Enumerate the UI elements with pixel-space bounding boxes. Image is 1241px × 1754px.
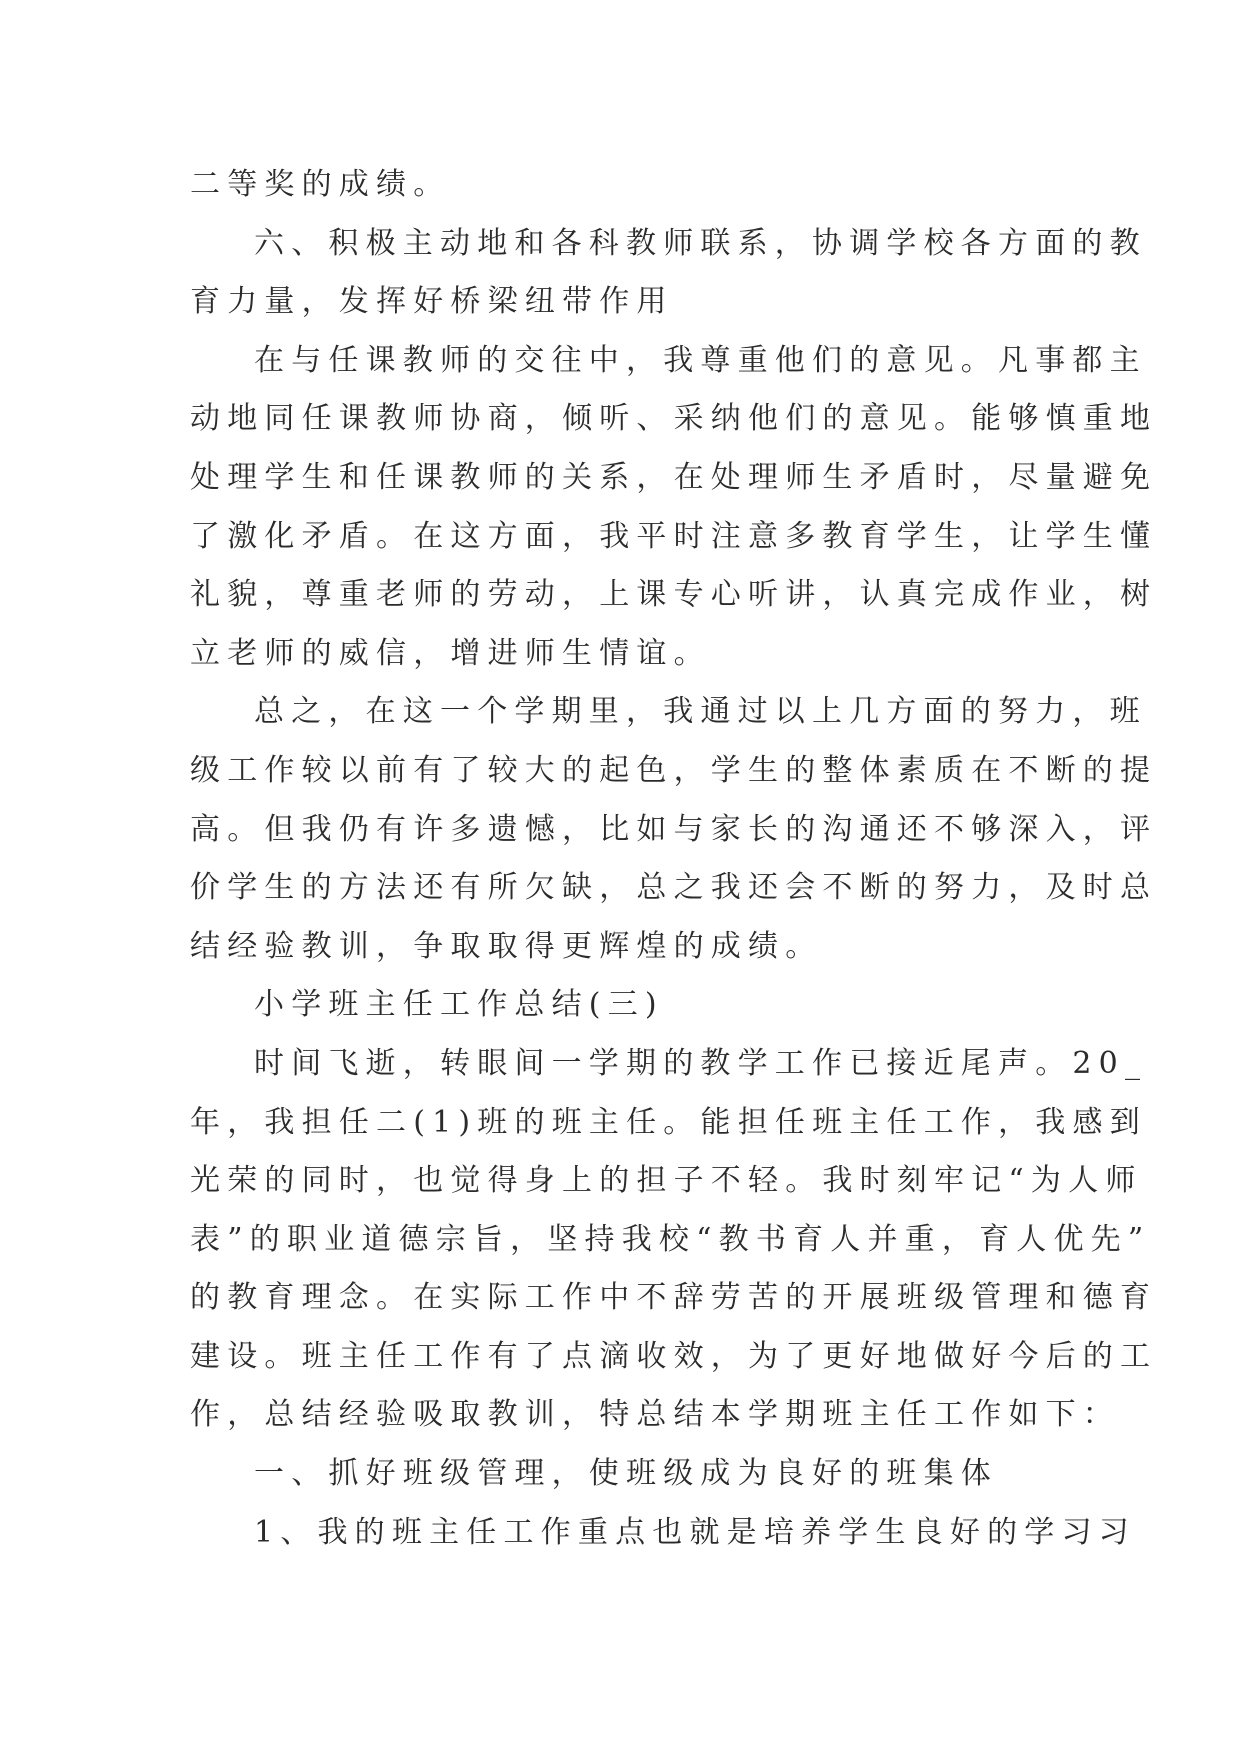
text-line: 小学班主任工作总结(三) [254,987,664,1023]
text-line: 光荣的同时，也觉得身上的担子不轻。我时刻牢记“为人师 [190,1163,1143,1199]
text-line: 年，我担任二(1)班的班主任。能担任班主任工作，我感到 [190,1104,1147,1140]
document-body [190,156,1158,1562]
text-line: 一、抓好班级管理，使班级成为良好的班集体 [254,1456,998,1492]
text-line: 二等奖的成绩。 [190,167,451,202]
text-line: 立老师的威信，增进师生情谊。 [190,635,711,671]
text-line: 六、积极主动地和各科教师联系，协调学校各方面的教 [254,225,1147,261]
text-line: 1、我的班主任工作重点也就是培养学生良好的学习习 [254,1514,1136,1550]
text-line: 作，总结经验吸取教训，特总结本学期班主任工作如下： [190,1397,1120,1433]
text-line: 的教育理念。在实际工作中不辞劳苦的开展班级管理和德育 [190,1280,1158,1316]
text-line: 级工作较以前有了较大的起色，学生的整体素质在不断的提 [190,752,1158,788]
text-line: 育力量，发挥好桥梁纽带作用 [190,284,674,320]
text-line: 礼貌，尊重老师的劳动，上课专心听讲，认真完成作业，树 [190,577,1158,613]
text-line: 处理学生和任课教师的关系，在处理师生矛盾时，尽量避免 [190,459,1158,495]
text-line: 了激化矛盾。在这方面，我平时注意多教育学生，让学生懂 [190,518,1158,554]
text-line: 总之，在这一个学期里，我通过以上几方面的努力，班 [254,694,1147,730]
text-line: 在与任课教师的交往中，我尊重他们的意见。凡事都主 [254,342,1147,378]
text-line: 结经验教训，争取取得更辉煌的成绩。 [190,928,823,964]
text-line: 价学生的方法还有所欠缺，总之我还会不断的努力，及时总 [190,870,1158,906]
text-line: 动地同任课教师协商，倾听、采纳他们的意见。能够慎重地 [190,401,1158,437]
text-line: 建设。班主任工作有了点滴收效，为了更好地做好今后的工 [190,1338,1158,1374]
text-line: 表”的职业道德宗旨，坚持我校“教书育人并重，育人优先” [190,1221,1151,1257]
text-line: 时间飞逝，转眼间一学期的教学工作已接近尾声。20_ [254,1045,1148,1081]
text-line: 高。但我仍有许多遗憾，比如与家长的沟通还不够深入，评 [190,811,1158,847]
